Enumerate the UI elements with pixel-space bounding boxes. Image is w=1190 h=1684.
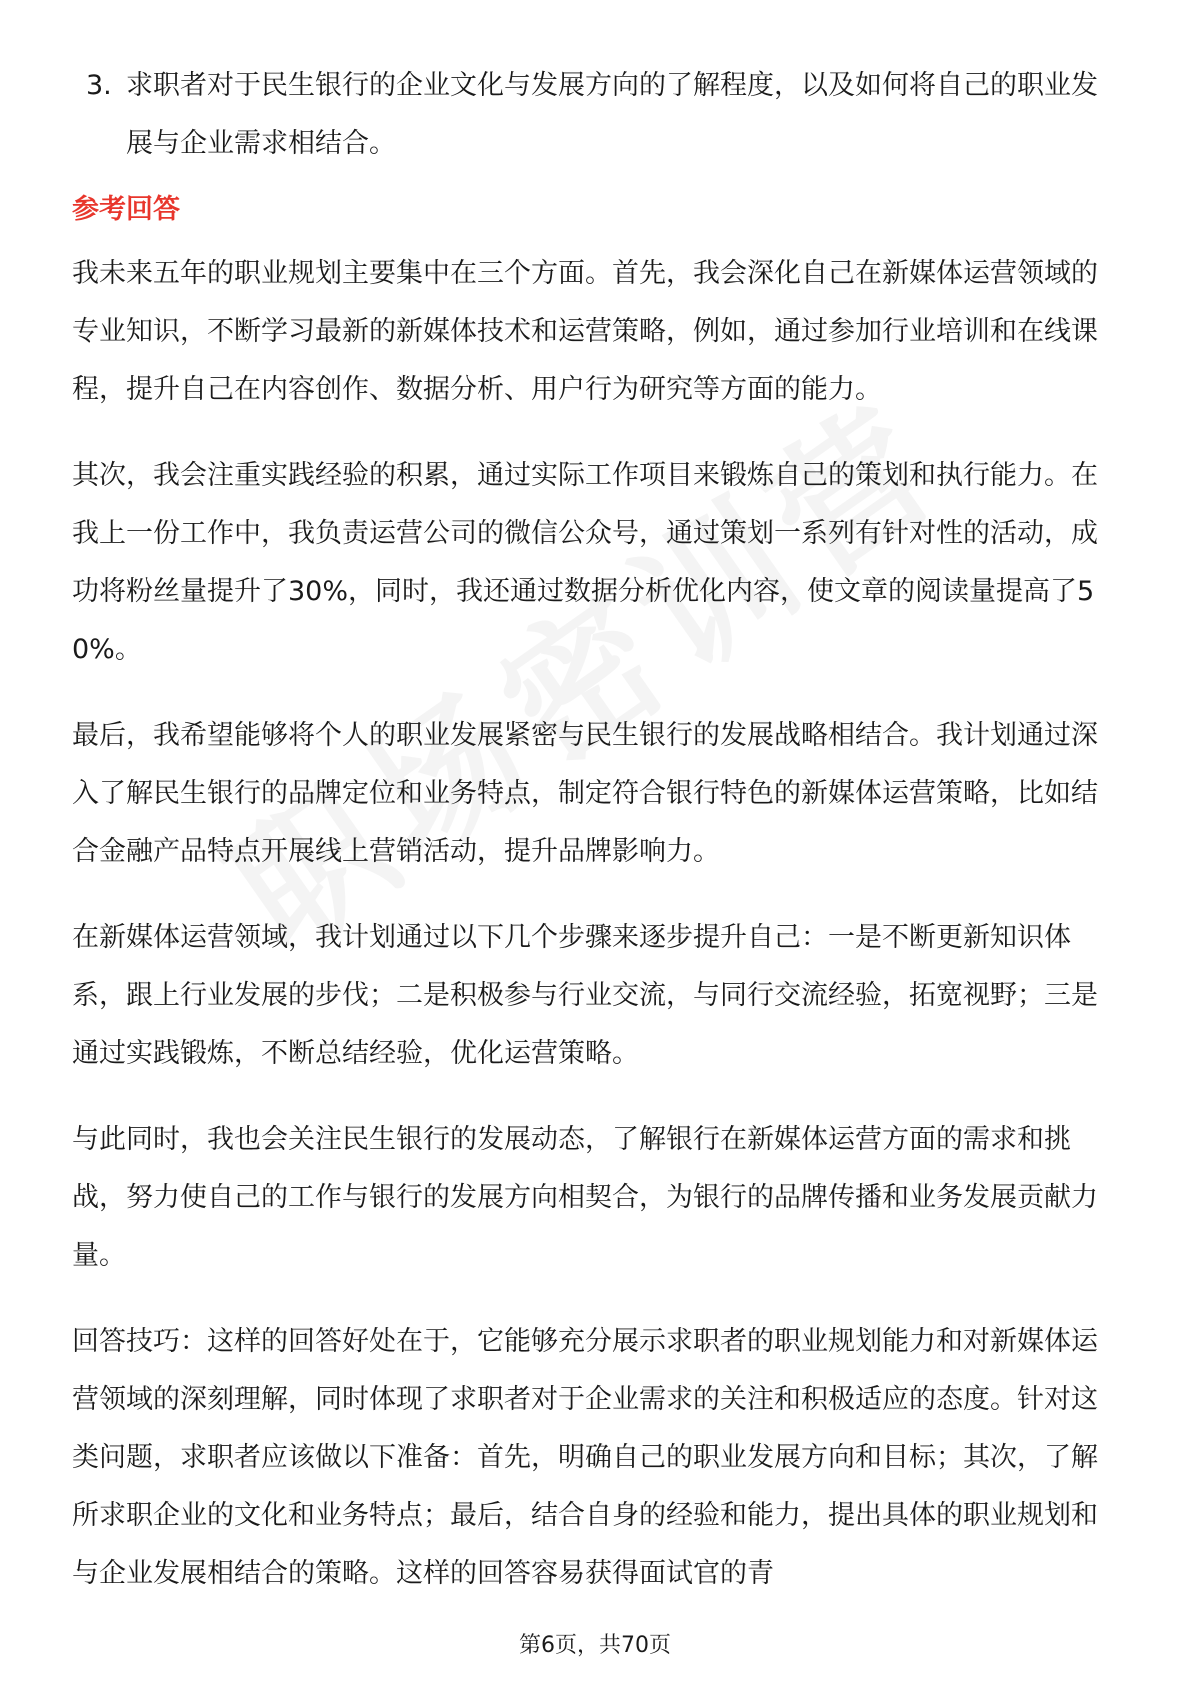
question-list-item bbox=[72, 57, 1122, 173]
answer-paragraph-1: 我未来五年的职业规划主要集中在三个方面。首先，我会深化自己在新媒体运营领域的专业知识，不断学习最新的新媒体技术和运营策略，例如，通过参加行业培训和在线课程，提升自己在内容创作、数据分析、用户行为研究等方面的能力。 bbox=[72, 258, 1098, 405]
answer-tips-paragraph: 回答技巧：这样的回答好处在于，它能够充分展示求职者的职业规划能力和对新媒体运营领域的深刻理解，同时体现了求职者对于企业需求的关注和积极适应的态度。针对这类问题，求职者应该做以下准备：首先，明确自己的职业发展方向和目标；其次，了解所求职企业的文化和业务特点；最后，结合自身的经验和能力，提出具体的职业规划和与企业发展相结合的策略。这样的回答容易获得面试官的青 bbox=[72, 1326, 1098, 1589]
page-content bbox=[72, 57, 1122, 1631]
list-item-text: 求职者对于民生银行的企业文化与发展方向的了解程度，以及如何将自己的职业发展与企业需求相结合。 bbox=[126, 70, 1098, 159]
answer-paragraph-4: 在新媒体运营领域，我计划通过以下几个步骤来逐步提升自己：一是不断更新知识体系，跟上行业发展的步伐；二是积极参与行业交流，与同行交流经验，拓宽视野；三是通过实践锻炼，不断总结经验，优化运营策略。 bbox=[72, 922, 1098, 1069]
section-title-reference-answer: 参考回答 bbox=[72, 194, 180, 225]
answer-paragraph-3: 最后，我希望能够将个人的职业发展紧密与民生银行的发展战略相结合。我计划通过深入了解民生银行的品牌定位和业务特点，制定符合银行特色的新媒体运营策略，比如结合金融产品特点开展线上营销活动，提升品牌影响力。 bbox=[72, 720, 1098, 867]
answer-paragraph-2: 其次，我会注重实践经验的积累，通过实际工作项目来锻炼自己的策划和执行能力。在我上一份工作中，我负责运营公司的微信公众号，通过策划一系列有针对性的活动，成功将粉丝量提升了30%，同时，我还通过数据分析优化内容，使文章的阅读量提高了50%。 bbox=[72, 460, 1098, 665]
page-number-footer: 第6页，共70页 bbox=[519, 1633, 671, 1658]
list-item-number: 3. bbox=[86, 70, 112, 101]
answer-paragraph-5: 与此同时，我也会关注民生银行的发展动态，了解银行在新媒体运营方面的需求和挑战，努力使自己的工作与银行的发展方向相契合，为银行的品牌传播和业务发展贡献力量。 bbox=[72, 1124, 1098, 1271]
